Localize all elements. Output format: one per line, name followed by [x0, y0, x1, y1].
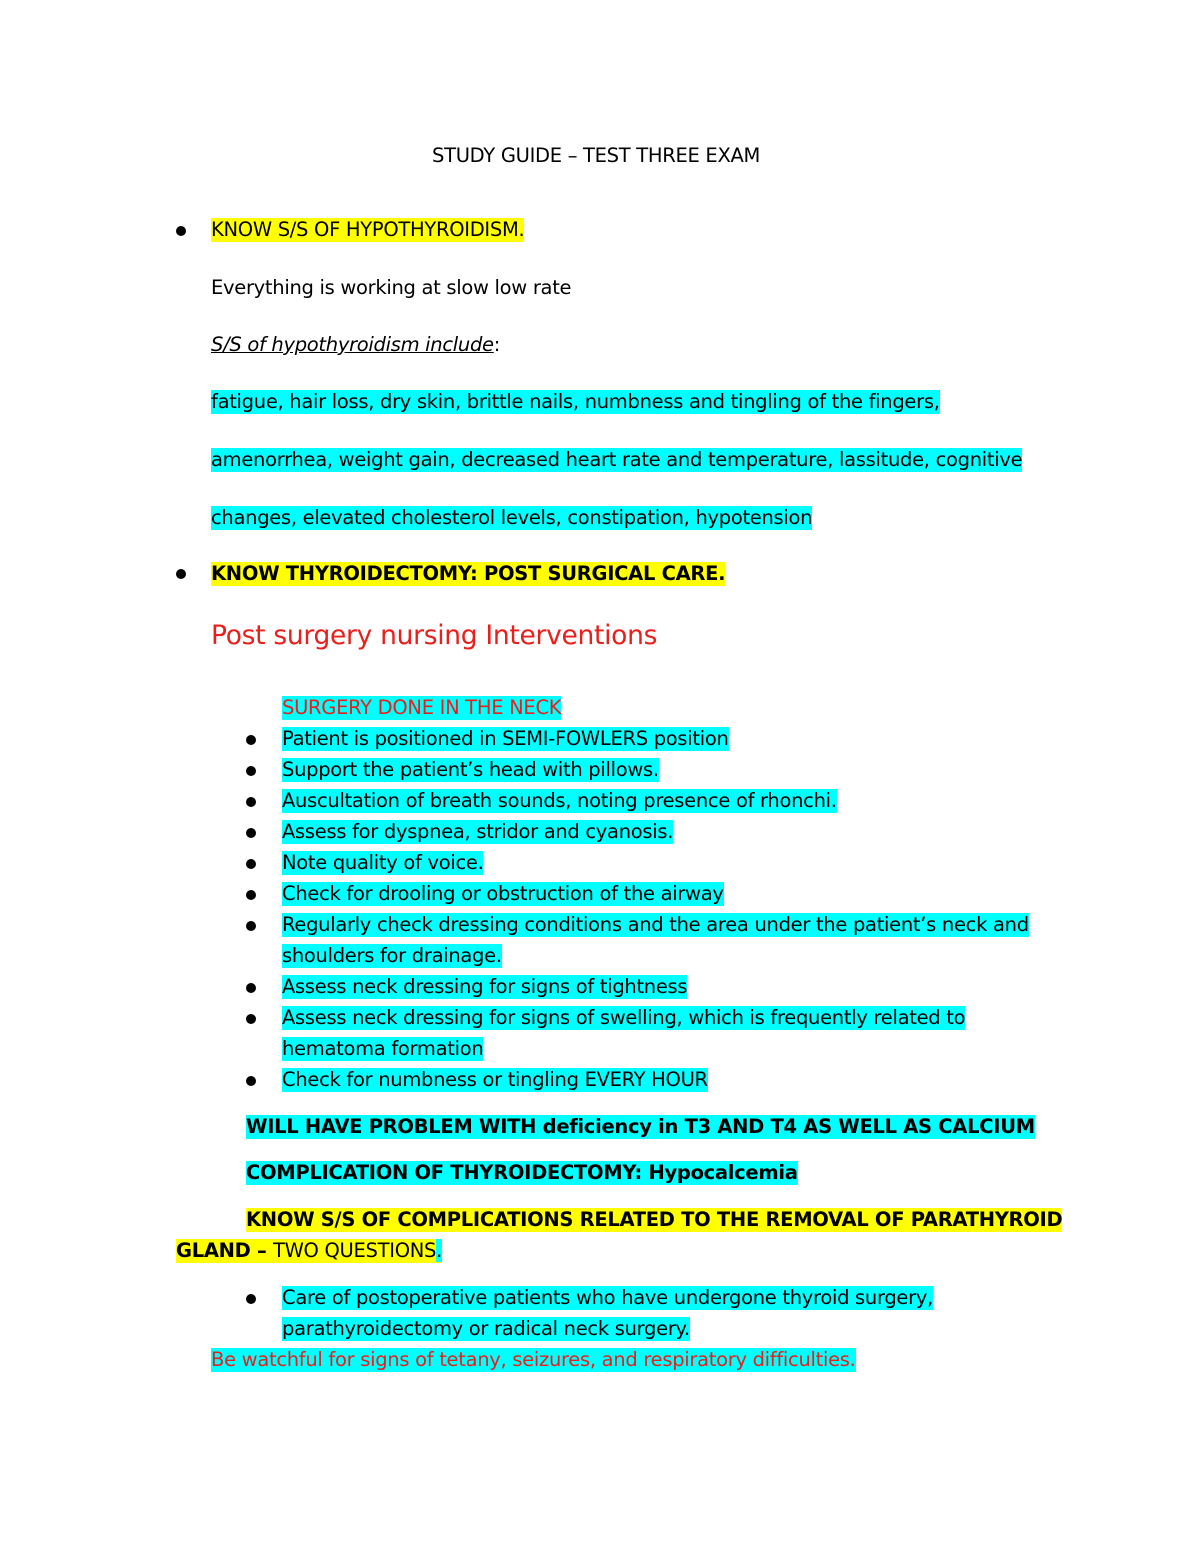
- intervention-item: Note quality of voice.: [282, 851, 484, 874]
- complication-note: COMPLICATION OF THYROIDECTOMY: Hypocalcemia: [246, 1161, 798, 1184]
- bullet-dot: [246, 859, 256, 869]
- watchful-note: Be watchful for signs of tetany, seizures, and respiratory difficulties.: [211, 1348, 856, 1371]
- bullet-dot: [246, 890, 256, 900]
- period-text: .: [436, 1239, 443, 1262]
- interventions-title: Post surgery nursing Interventions: [211, 620, 658, 651]
- hypothyroidism-summary: Everything is working at slow low rate: [211, 276, 572, 299]
- intervention-item: Assess for dyspnea, stridor and cyanosis.: [282, 820, 674, 843]
- bullet-dot: [246, 921, 256, 931]
- intervention-item: Regularly check dressing conditions and the area under the patient’s neck and: [282, 913, 1029, 936]
- parathyroid-heading: KNOW S/S OF COMPLICATIONS RELATED TO THE REMOVAL OF PARATHYROID: [246, 1208, 1063, 1231]
- symptom-line: amenorrhea, weight gain, decreased heart rate and temperature, lassitude, cognitive: [211, 448, 1023, 471]
- subheading-text: S/S of hypothyroidism include: [211, 333, 494, 356]
- intervention-item: Assess neck dressing for signs of tightness: [282, 975, 688, 998]
- bullet-dot: [246, 983, 256, 993]
- parathyroid-gland-text: GLAND –: [176, 1239, 273, 1262]
- intervention-item: Check for numbness or tingling EVERY HOUR: [282, 1068, 708, 1091]
- intervention-item: Auscultation of breath sounds, noting presence of rhonchi.: [282, 789, 837, 812]
- intervention-item: Check for drooling or obstruction of the airway: [282, 882, 724, 905]
- hypothyroidism-heading: KNOW S/S OF HYPOTHYROIDISM.: [211, 218, 525, 241]
- bullet-dot: [176, 226, 186, 236]
- deficiency-note: WILL HAVE PROBLEM WITH deficiency in T3 AND T4 AS WELL AS CALCIUM: [246, 1115, 1035, 1138]
- page-title: STUDY GUIDE – TEST THREE EXAM: [432, 144, 761, 167]
- intervention-item-continued: shoulders for drainage.: [282, 944, 502, 967]
- symptom-line: fatigue, hair loss, dry skin, brittle nails, numbness and tingling of the fingers,: [211, 390, 940, 413]
- bullet-dot: [246, 797, 256, 807]
- bullet-dot: [176, 569, 186, 579]
- bullet-dot: [246, 766, 256, 776]
- intervention-item: Patient is positioned in SEMI-FOWLERS position: [282, 727, 729, 750]
- bullet-dot: [246, 1294, 256, 1304]
- bullet-dot: [246, 1014, 256, 1024]
- bullet-dot: [246, 828, 256, 838]
- care-item: Care of postoperative patients who have undergone thyroid surgery,: [282, 1286, 933, 1309]
- parathyroid-heading-continued: [176, 1239, 442, 1263]
- subheading-colon: :: [493, 333, 501, 356]
- two-questions-text: TWO QUESTIONS: [272, 1239, 437, 1262]
- intervention-item-continued: hematoma formation: [282, 1037, 484, 1060]
- hypothyroidism-subheading: [211, 333, 500, 357]
- care-item-continued: parathyroidectomy or radical neck surgery.: [282, 1317, 690, 1340]
- bullet-dot: [246, 735, 256, 745]
- thyroidectomy-heading: KNOW THYROIDECTOMY: POST SURGICAL CARE.: [211, 562, 726, 585]
- symptom-line: changes, elevated cholesterol levels, constipation, hypotension: [211, 506, 813, 529]
- neck-label: SURGERY DONE IN THE NECK: [282, 696, 562, 719]
- intervention-item: Support the patient’s head with pillows.: [282, 758, 659, 781]
- bullet-dot: [246, 1076, 256, 1086]
- intervention-item: Assess neck dressing for signs of swelling, which is frequently related to: [282, 1006, 966, 1029]
